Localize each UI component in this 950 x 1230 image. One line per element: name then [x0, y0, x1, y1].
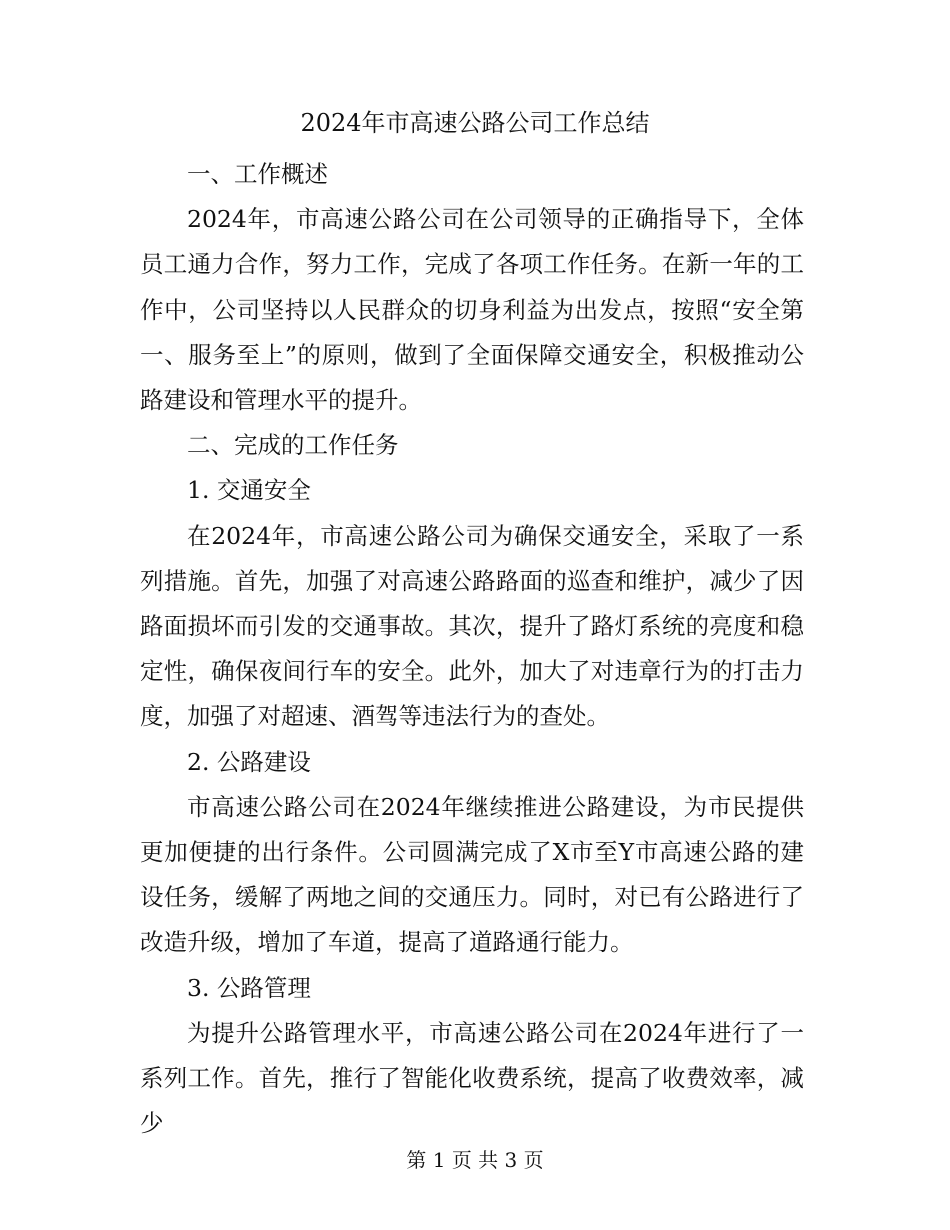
subheading-road-management: 3. 公路管理	[187, 973, 311, 1002]
subheading-road-construction: 2. 公路建设	[187, 747, 311, 776]
paragraph-road-construction: 市高速公路公司在2024年继续推进公路建设，为市民提供更加便捷的出行条件。公司圆满完成了X市至Y市高速公路的建设任务，缓解了两地之间的交通压力。同时，对已有公路进行了改造升级，增加了车道，提高了道路通行能力。	[140, 792, 804, 957]
section-heading-tasks: 二、完成的工作任务	[187, 431, 399, 460]
paragraph-traffic-safety: 在2024年，市高速公路公司为确保交通安全，采取了一系列措施。首先，加强了对高速公路路面的巡查和维护，减少了因路面损坏而引发的交通事故。其次，提升了路灯系统的亮度和稳定性，确保夜间行车的安全。此外，加大了对违章行为的打击力度，加强了对超速、酒驾等违法行为的查处。	[140, 521, 804, 731]
document-body	[140, 152, 804, 1146]
subheading-traffic-safety: 1. 交通安全	[187, 476, 311, 505]
section-heading-overview: 一、工作概述	[187, 160, 328, 188]
paragraph-overview: 2024年，市高速公路公司在公司领导的正确指导下，全体员工通力合作，努力工作，完成了各项工作任务。在新一年的工作中，公司坚持以人民群众的切身利益为出发点，按照“安全第一、服务至上”的原则，做到了全面保障交通安全，积极推动公路建设和管理水平的提升。	[140, 205, 804, 415]
page-footer	[0, 1146, 950, 1174]
page-number-label: 第 1 页 共 3 页	[406, 1148, 544, 1172]
document-title: 2024年市高速公路公司工作总结	[300, 109, 650, 137]
paragraph-road-management: 为提升公路管理水平，市高速公路公司在2024年进行了一系列工作。首先，推行了智能化收费系统，提高了收费效率，减少	[140, 1018, 804, 1138]
